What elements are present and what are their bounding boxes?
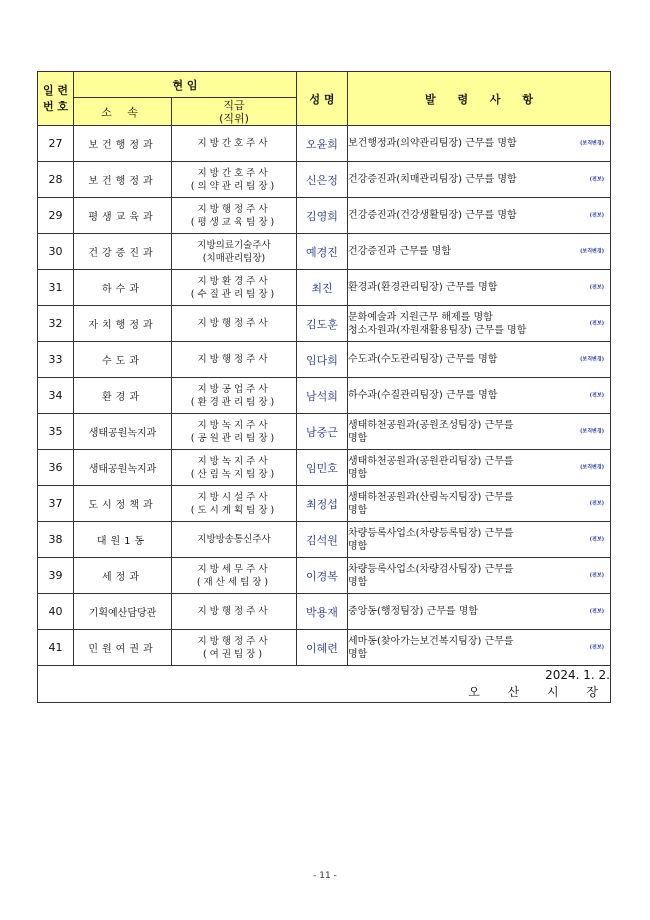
table-row	[38, 522, 611, 558]
row-number: 27	[38, 126, 74, 162]
table-row	[38, 306, 611, 342]
row-rank	[172, 378, 297, 414]
row-rank-title: 지방녹지주사	[197, 419, 271, 431]
row-name: 김석원	[297, 522, 348, 558]
table-row	[38, 594, 611, 630]
row-order-type-badge: (전보)	[589, 608, 604, 614]
row-order-type-badge: (보직변경)	[580, 248, 604, 254]
header-serial: 일 련 번 호	[38, 72, 74, 126]
row-name: 최진	[297, 270, 348, 306]
closing-date: 2024. 1. 2.	[545, 668, 610, 682]
row-rank	[172, 126, 297, 162]
table-row	[38, 378, 611, 414]
row-name: 오윤희	[297, 126, 348, 162]
row-order-text: 건강증진과(건강생활팀장) 근무를 명함	[348, 210, 517, 221]
row-dept: 수도과	[74, 342, 172, 378]
closing-cell	[38, 666, 611, 703]
table-row	[38, 486, 611, 522]
row-dept: 세정과	[74, 558, 172, 594]
row-rank-position: (수질관리팀장)	[190, 288, 278, 300]
header-dept: 소 속	[74, 98, 172, 126]
row-order-text: 하수과(수질관리팀장) 근무를 명함	[348, 390, 498, 401]
row-rank	[172, 414, 297, 450]
row-number: 40	[38, 594, 74, 630]
table-row	[38, 450, 611, 486]
row-rank	[172, 198, 297, 234]
table-row	[38, 270, 611, 306]
row-name: 남중근	[297, 414, 348, 450]
row-name: 김영희	[297, 198, 348, 234]
page-number: - 11 -	[313, 871, 337, 881]
row-number: 30	[38, 234, 74, 270]
row-order	[348, 594, 611, 630]
row-rank-title: 지방행정주사	[197, 606, 271, 617]
table-row	[38, 414, 611, 450]
row-order	[348, 630, 611, 666]
row-rank-title: 지방환경주사	[197, 275, 271, 287]
row-order-type-badge: (보직변경)	[580, 140, 604, 146]
row-order	[348, 342, 611, 378]
row-rank	[172, 630, 297, 666]
row-rank	[172, 162, 297, 198]
row-rank-position: (재산세팀장)	[196, 576, 272, 588]
table-row	[38, 162, 611, 198]
row-rank-position: (환경관리팀장)	[190, 396, 278, 408]
row-rank	[172, 450, 297, 486]
row-order-text: 건강증진과(치매관리팀장) 근무를 명함	[348, 174, 517, 185]
table-row	[38, 126, 611, 162]
row-rank	[172, 270, 297, 306]
row-order-type-badge: (전보)	[589, 320, 604, 326]
row-order-text: 차량등록사업소(차량검사팀장) 근무를 명함	[348, 563, 514, 588]
row-rank-position: (공원관리팀장)	[190, 432, 278, 444]
row-rank-position: (치매관리팀장)	[202, 252, 266, 264]
row-name: 이경복	[297, 558, 348, 594]
row-rank-title: 지방녹지주사	[197, 455, 271, 467]
row-dept: 자치행정과	[74, 306, 172, 342]
row-rank	[172, 234, 297, 270]
row-order	[348, 414, 611, 450]
row-number: 28	[38, 162, 74, 198]
row-dept: 보건행정과	[74, 162, 172, 198]
row-dept: 도시정책과	[74, 486, 172, 522]
table-row	[38, 630, 611, 666]
row-order-text: 보건행정과(의약관리팀장) 근무를 명함	[348, 138, 517, 149]
row-rank-position: (여권팀장)	[202, 648, 266, 660]
row-rank-title: 지방간호주사	[197, 167, 271, 179]
row-rank	[172, 306, 297, 342]
row-order-text: 생태하천공원과(공원조성팀장) 근무를 명함	[348, 419, 514, 444]
row-number: 36	[38, 450, 74, 486]
row-name: 최정섭	[297, 486, 348, 522]
row-order-text: 생태하천공원과(산림녹지팀장) 근무를 명함	[348, 491, 514, 516]
row-order-text: 생태하천공원과(공원관리팀장) 근무를 명함	[348, 455, 514, 480]
row-dept: 환경과	[74, 378, 172, 414]
table-row	[38, 234, 611, 270]
row-rank	[172, 594, 297, 630]
row-dept: 대원1동	[74, 522, 172, 558]
header-rank	[172, 98, 297, 126]
row-order-type-badge: (전보)	[589, 500, 604, 506]
row-order	[348, 450, 611, 486]
table-body	[38, 126, 611, 666]
row-number: 34	[38, 378, 74, 414]
row-order-type-badge: (전보)	[589, 284, 604, 290]
row-rank-title: 지방공업주사	[197, 383, 271, 395]
row-order-type-badge: (전보)	[589, 212, 604, 218]
row-name: 김도훈	[297, 306, 348, 342]
table-row	[38, 558, 611, 594]
row-rank-title: 지방방송통신주사	[197, 534, 271, 545]
row-rank-title: 지방세무주사	[197, 563, 271, 575]
table-row	[38, 198, 611, 234]
row-dept: 생태공원녹지과	[74, 414, 172, 450]
row-name: 신은정	[297, 162, 348, 198]
row-number: 38	[38, 522, 74, 558]
row-order-type-badge: (보직변경)	[580, 428, 604, 434]
row-order-text: 수도과(수도관리팀장) 근무를 명함	[348, 354, 498, 365]
row-rank-title: 지방시설주사	[197, 491, 271, 503]
row-name: 남석희	[297, 378, 348, 414]
header-name: 성 명	[297, 72, 348, 126]
row-name: 예경진	[297, 234, 348, 270]
closing-signer: 오 산 시 장	[468, 685, 610, 699]
row-rank	[172, 486, 297, 522]
row-number: 32	[38, 306, 74, 342]
row-dept: 보건행정과	[74, 126, 172, 162]
row-rank-title: 지방행정주사	[197, 318, 271, 329]
row-rank-position: (산림녹지팀장)	[190, 468, 278, 480]
row-rank-title: 지방행정주사	[197, 354, 271, 365]
row-dept: 하수과	[74, 270, 172, 306]
header-order: 발 령 사 항	[348, 72, 611, 126]
row-rank	[172, 342, 297, 378]
row-order	[348, 306, 611, 342]
header-rank-label: 직급	[223, 98, 245, 112]
row-order-type-badge: (보직변경)	[580, 356, 604, 362]
row-order-type-badge: (전보)	[589, 176, 604, 182]
row-order-type-badge: (전보)	[589, 536, 604, 542]
row-order-type-badge: (전보)	[589, 572, 604, 578]
row-rank-position: (평생교육팀장)	[190, 216, 278, 228]
row-rank-position: (의약관리팀장)	[190, 180, 278, 192]
row-rank-title: 지방간호주사	[197, 138, 271, 149]
row-dept: 건강증진과	[74, 234, 172, 270]
row-rank-title: 지방의료기술주사	[197, 239, 271, 251]
row-order	[348, 198, 611, 234]
row-order-text: 건강증진과 근무를 명함	[348, 246, 451, 257]
row-dept: 평생교육과	[74, 198, 172, 234]
personnel-order-table	[37, 71, 611, 703]
row-order-text: 세마동(찾아가는보건복지팀장) 근무를 명함	[348, 635, 514, 660]
row-rank-position: (도시계획팀장)	[190, 504, 278, 516]
row-rank	[172, 522, 297, 558]
row-order-text: 문화예술과 지원근무 해제를 명함 청소자원과(자원재활용팀장) 근무를 명함	[348, 311, 527, 336]
row-name: 임민호	[297, 450, 348, 486]
row-number: 39	[38, 558, 74, 594]
row-number: 41	[38, 630, 74, 666]
row-number: 37	[38, 486, 74, 522]
row-order	[348, 162, 611, 198]
row-order	[348, 126, 611, 162]
row-number: 31	[38, 270, 74, 306]
row-name: 임다희	[297, 342, 348, 378]
row-dept: 기획예산담당관	[74, 594, 172, 630]
row-rank-title: 지방행정주사	[197, 635, 271, 647]
row-order-text: 중앙동(행정팀장) 근무를 명함	[348, 606, 479, 617]
row-rank	[172, 558, 297, 594]
row-order	[348, 378, 611, 414]
row-order-text: 차량등록사업소(차량등록팀장) 근무를 명함	[348, 527, 514, 552]
row-order-type-badge: (전보)	[589, 644, 604, 650]
row-number: 29	[38, 198, 74, 234]
row-order-type-badge: (보직변경)	[580, 464, 604, 470]
row-order	[348, 270, 611, 306]
row-order	[348, 486, 611, 522]
row-name: 박용재	[297, 594, 348, 630]
header-current: 현 임	[74, 72, 297, 98]
row-order-text: 환경과(환경관리팀장) 근무를 명함	[348, 282, 498, 293]
row-order	[348, 522, 611, 558]
row-number: 35	[38, 414, 74, 450]
row-order	[348, 234, 611, 270]
header-rank-sub: (직위)	[219, 111, 249, 125]
row-dept: 민원여권과	[74, 630, 172, 666]
row-name: 이혜련	[297, 630, 348, 666]
row-dept: 생태공원녹지과	[74, 450, 172, 486]
row-order-type-badge: (전보)	[589, 392, 604, 398]
table-row	[38, 342, 611, 378]
row-order	[348, 558, 611, 594]
row-number: 33	[38, 342, 74, 378]
row-rank-title: 지방행정주사	[197, 203, 271, 215]
